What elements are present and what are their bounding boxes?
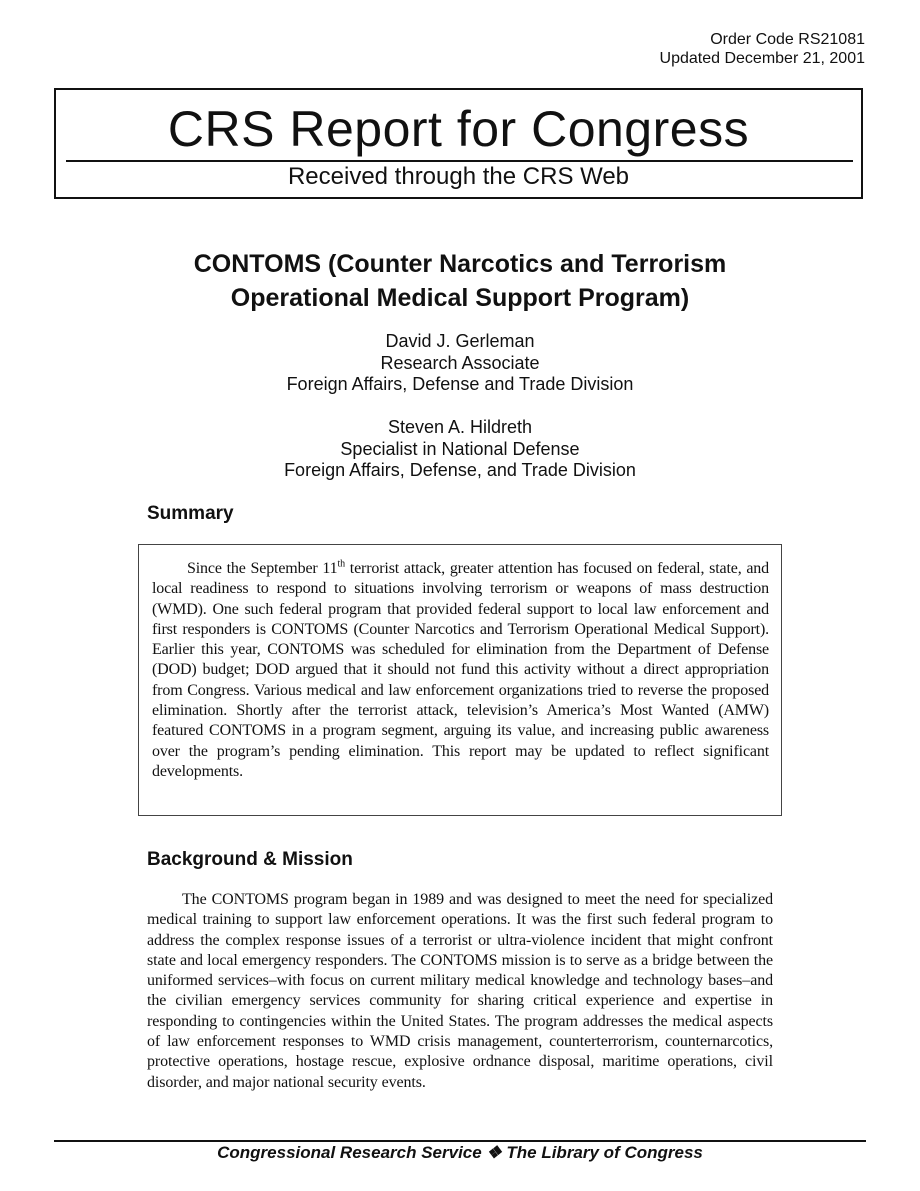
- summary-paragraph: [152, 559, 769, 782]
- ordinal-suffix: th: [337, 558, 345, 570]
- masthead-divider: [66, 160, 853, 162]
- masthead: [54, 88, 863, 199]
- report-title-line-2: Operational Medical Support Program): [230, 284, 690, 312]
- background-heading: Background & Mission: [147, 849, 353, 870]
- report-title: [100, 247, 820, 315]
- author-role: Specialist in National Defense: [340, 438, 580, 459]
- author-block: [160, 417, 760, 482]
- order-code: Order Code RS21081: [710, 31, 865, 48]
- author-name: David J. Gerleman: [385, 331, 535, 351]
- updated-date: Updated December 21, 2001: [659, 50, 865, 67]
- background-paragraph: The CONTOMS program began in 1989 and was designed to meet the need for specialized medical training to support law enforcement operations. It was the first such federal program to address the complex response issues of a terrorist or ultra-violence incident that might confront state and local emergency responders. The CONTOMS mission is to serve as a bridge between the uniformed services–with focus on current military medical knowledge and technology bases–and the civilian emergency services community for sharing critical experience and expertise in responding to contingencies within the United States. The program addresses the medical aspects of law enforcement responses to WMD crisis management, counterterrorism, counternarcotics, protective operations, hostage rescue, explosive ordnance disposal, maritime operations, civil disorder, and major national security events.: [147, 891, 773, 1091]
- summary-body: terrorist attack, greater attention has focused on federal, state, and local readiness to respond to situations involving terrorism or weapons of mass destruction (WMD). One such federal program that provided federal support to local law enforcement and first responders is CONTOMS (Counter Narcotics and Terrorism Operational Medical Support). Earlier this year, CONTOMS was scheduled for elimination from the Department of Defense (DOD) budget; DOD argued that it should not fund this activity without a direct appropriation from Congress. Various medical and law enforcement organizations tried to reverse the proposed elimination. Shortly after the terrorist attack, television’s America’s Most Wanted (AMW) featured CONTOMS in a program segment, arguing its value, and increasing public awareness over the program’s pending elimination. This report may be updated to reflect significant developments.: [152, 560, 769, 780]
- author-division: Foreign Affairs, Defense and Trade Division: [286, 374, 634, 394]
- author-name: Steven A. Hildreth: [387, 417, 533, 437]
- author-role: Research Associate: [380, 352, 540, 373]
- author-division: Foreign Affairs, Defense, and Trade Division: [284, 460, 636, 480]
- author-block: [160, 331, 760, 396]
- footer-divider: [54, 1140, 866, 1142]
- summary-heading: Summary: [147, 503, 234, 524]
- masthead-subtitle: Received through the CRS Web: [287, 163, 630, 190]
- summary-lead: Since the September 11: [187, 560, 338, 577]
- summary-box: [138, 544, 782, 816]
- footer-text: Congressional Research Service ❖ The Library of Congress: [217, 1143, 703, 1162]
- masthead-title: CRS Report for Congress: [167, 101, 750, 157]
- report-title-line-1: CONTOMS (Counter Narcotics and Terrorism: [193, 250, 727, 278]
- order-code-block: [660, 30, 865, 68]
